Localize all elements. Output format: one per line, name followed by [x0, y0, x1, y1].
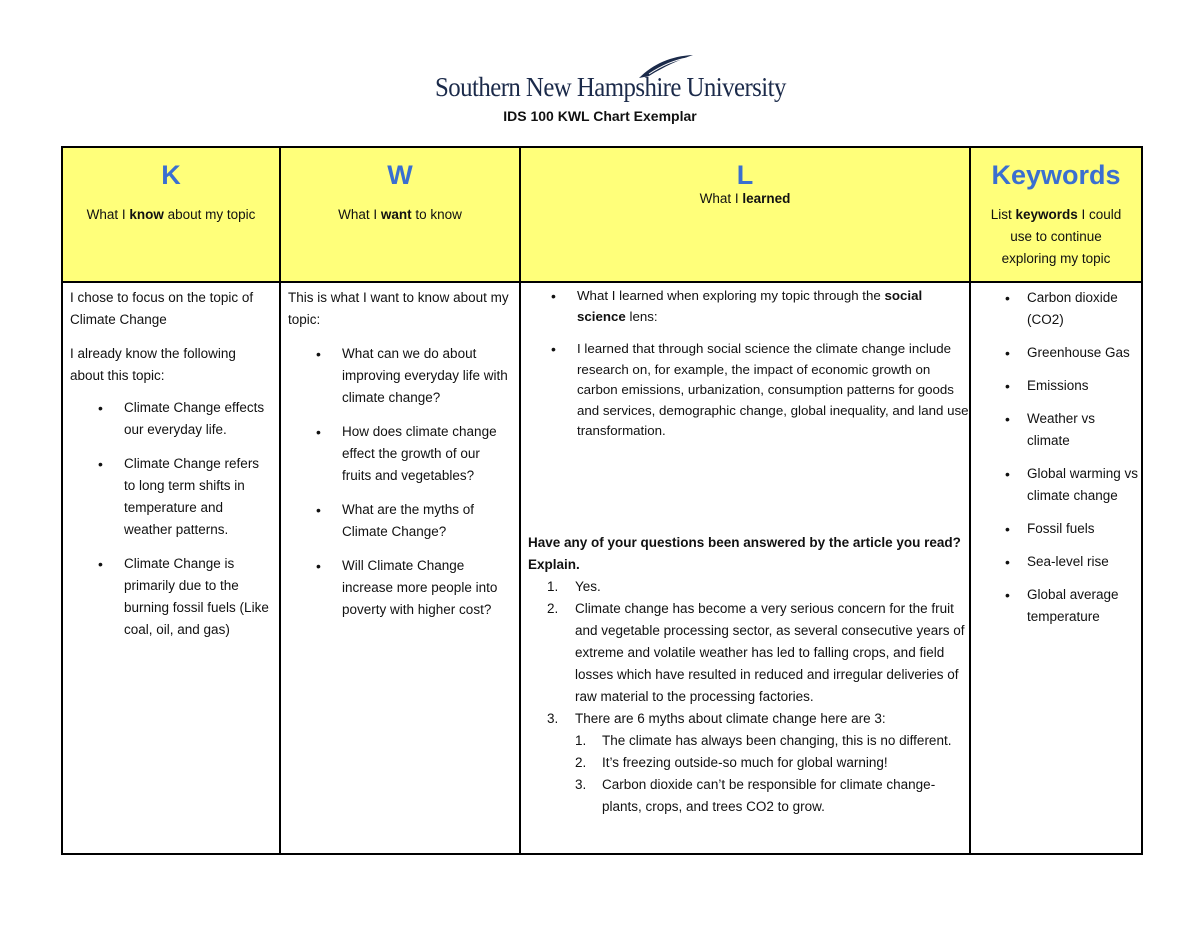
list-item: • Will Climate Change increase more people into poverty with higher cost? — [288, 555, 512, 621]
keyword-item: • Sea-level rise — [971, 551, 1141, 573]
list-item: • Climate Change is primarily due to the burning fossil fuels (Like coal, oil, and gas) — [70, 553, 272, 641]
k-letter: K — [161, 160, 181, 190]
list-item: 1. The climate has always been changing, this is no different. — [575, 732, 952, 748]
list-item: 2. Climate change has become a very serious concern for the fruit and vegetable processing sector, as several consecutive years of extreme and volatile weather has led to falling crops, and field losses which have resulted in reduced and irregular deliveries of raw material to the processing factories. — [547, 600, 965, 704]
list-item: • What can we do about improving everyday life with climate change? — [288, 343, 512, 409]
myths-list — [575, 730, 969, 818]
w-intro: This is what I want to know about my topic: — [288, 290, 509, 327]
list-item: • Climate Change refers to long term shifts in temperature and weather patterns. — [70, 453, 272, 541]
keywords-header — [970, 147, 1142, 282]
header-row — [62, 147, 1142, 282]
keywords-subtitle: List keywords I could use to continue exploring my topic — [990, 207, 1122, 266]
l-header — [520, 147, 970, 282]
document-title: IDS 100 KWL Chart Exemplar — [503, 108, 697, 124]
k-lead: I already know the following about this topic: — [70, 346, 236, 383]
l-letter: L — [736, 160, 754, 190]
list-item: 3. There are 6 myths about climate change here are 3: 1. The climate has always been changing, this is no different. 2. It’s freezing outside-so much for global warning! 3. Carbon dioxide can’t be responsible for climate change-plants, crops, and trees CO2 to grow. — [521, 708, 969, 818]
keyword-item: • Weather vs climate — [971, 408, 1141, 452]
reflection-question: Have any of your questions been answered by the article you read? Explain. — [528, 534, 961, 572]
keyword-item: • Fossil fuels — [971, 518, 1141, 540]
k-cell — [62, 282, 280, 854]
feather-icon — [635, 54, 695, 80]
w-subtitle: What I want to know — [338, 207, 462, 222]
keyword-item: • Greenhouse Gas — [971, 342, 1141, 364]
list-item: • How does climate change effect the growth of our fruits and vegetables? — [288, 421, 512, 487]
k-subtitle: What I know about my topic — [86, 207, 256, 222]
answer-list — [521, 576, 969, 818]
w-header — [280, 147, 520, 282]
list-item: • I learned that through social science the climate change include research on, for example, the impact of economic growth on carbon emissions, urbanization, consumption patterns for goods and services, demographic change, global inequality, and land use transformation. — [521, 339, 969, 442]
w-cell — [280, 282, 520, 854]
keyword-item: • Global average temperature — [971, 584, 1141, 628]
l-cell — [520, 282, 970, 854]
keyword-item: • Emissions — [971, 375, 1141, 397]
k-intro: I chose to focus on the topic of Climate Change — [70, 290, 254, 327]
list-item: • Climate Change effects our everyday life. — [70, 397, 272, 441]
k-header — [62, 147, 280, 282]
list-item: 1. Yes. — [547, 578, 601, 594]
list-item: • What I learned when exploring my topic through the social science lens: — [521, 286, 969, 327]
list-item: 2. It’s freezing outside-so much for global warning! — [575, 754, 888, 770]
logo-wordmark: Southern New Hampshire University — [435, 72, 786, 102]
kwl-chart — [61, 146, 1143, 855]
keywords-cell — [970, 282, 1142, 854]
l-subtitle: What I learned — [699, 191, 791, 206]
keywords-title: Keywords — [991, 160, 1121, 190]
list-item: • What are the myths of Climate Change? — [288, 499, 512, 543]
keyword-item: • Carbon dioxide (CO2) — [971, 287, 1141, 331]
body-row — [62, 282, 1142, 854]
university-logo — [435, 62, 786, 104]
keyword-item: • Global warming vs climate change — [971, 463, 1141, 507]
w-letter: W — [387, 160, 413, 190]
list-item: 3. Carbon dioxide can’t be responsible for climate change-plants, crops, and trees CO2 to grow. — [575, 776, 936, 814]
